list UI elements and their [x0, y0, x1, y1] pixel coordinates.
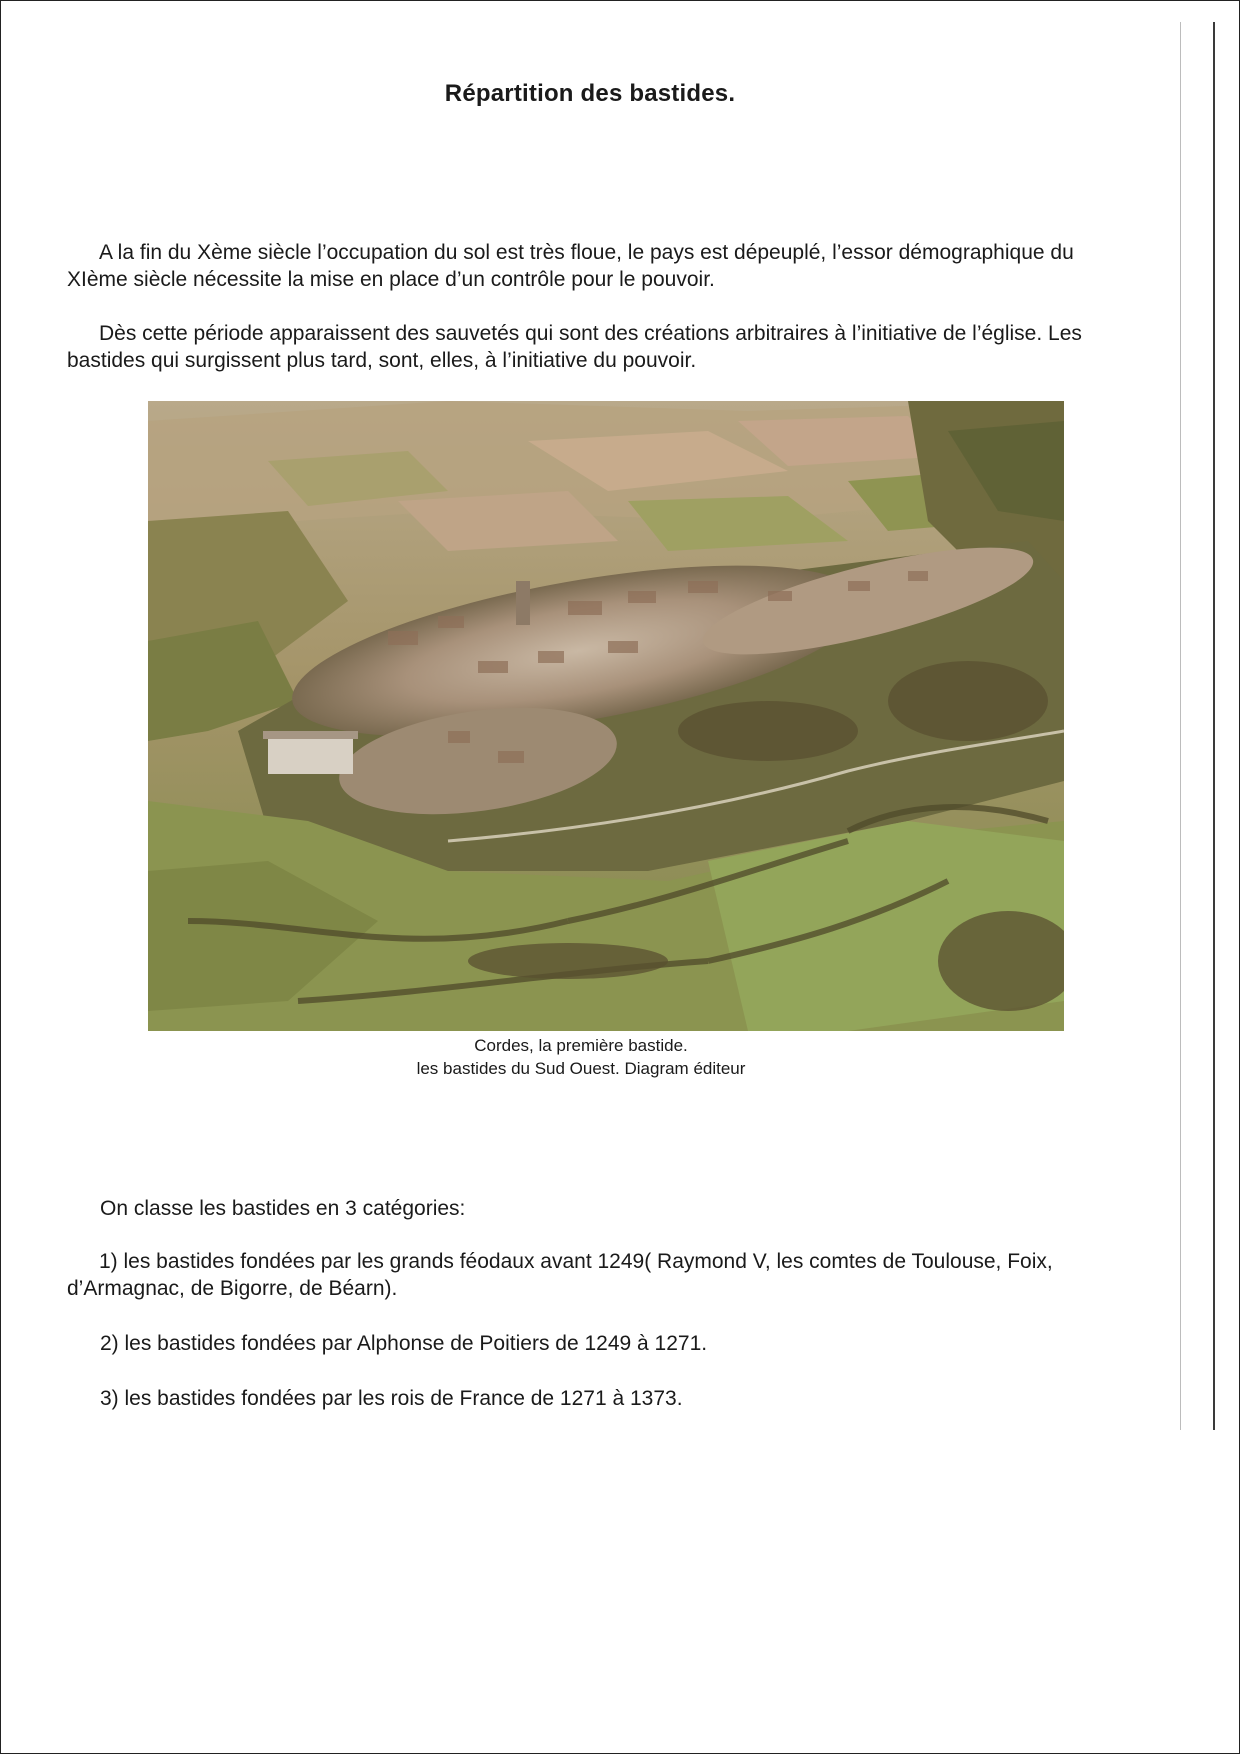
scan-edge-line: [1180, 22, 1181, 1430]
page-title: Répartition des bastides.: [444, 80, 736, 107]
scan-edge-line-dark: [1213, 22, 1215, 1430]
figure-caption-line-1: Cordes, la première bastide.: [474, 1036, 688, 1055]
aerial-photo-cordes: [148, 401, 1064, 1031]
figure-caption-line-2: les bastides du Sud Ouest. Diagram éditeur: [416, 1059, 746, 1078]
list-item-category-1: 1) les bastides fondées par les grands féodaux avant 1249( Raymond V, les comtes de Toulouse, Foix, d’Armagnac, de Bigorre, de Béarn).: [67, 1250, 1053, 1300]
list-item-category-3: 3) les bastides fondées par les rois de France de 1271 à 1373.: [100, 1387, 683, 1410]
paragraph-intro-2: Dès cette période apparaissent des sauvetés qui sont des créations arbitraires à l’initiative de l’église. Les bastides qui surgissent plus tard, sont, elles, à l’initiative du pouvoir.: [67, 322, 1082, 372]
paragraph-categories-intro: On classe les bastides en 3 catégories:: [100, 1197, 466, 1220]
list-item-category-2: 2) les bastides fondées par Alphonse de Poitiers de 1249 à 1271.: [100, 1332, 708, 1355]
paragraph-intro-1: A la fin du Xème siècle l’occupation du sol est très floue, le pays est dépeuplé, l’essor démographique du XIème siècle nécessite la mise en place d’un contrôle pour le pouvoir.: [67, 241, 1074, 291]
